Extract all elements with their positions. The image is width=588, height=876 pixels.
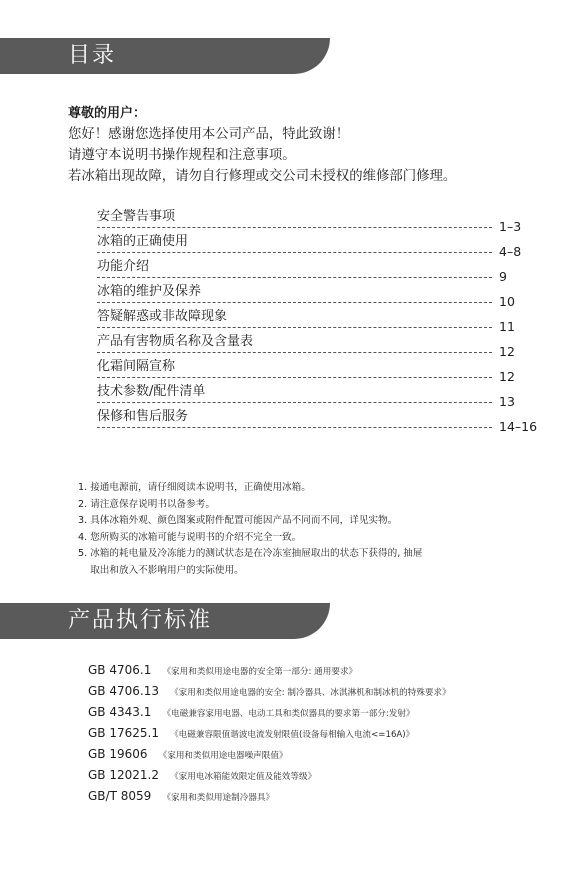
- toc-leader: [97, 227, 492, 228]
- toc-entry-page: 12: [499, 344, 515, 359]
- toc-leader: [97, 377, 492, 378]
- toc-entry-page: 11: [499, 319, 515, 334]
- toc-entry[interactable]: [97, 232, 552, 257]
- toc-entry-page: 9: [499, 269, 507, 284]
- note-item: 1. 接通电源前，请仔细阅读本说明书，正确使用冰箱。: [78, 482, 311, 493]
- toc-entry[interactable]: [97, 382, 552, 407]
- toc-entry-page: 12: [499, 369, 515, 384]
- standard-description: 《电磁兼容限值谐波电流发射限值(设备每相输入电流<=16A)》: [170, 730, 415, 740]
- toc-entry[interactable]: [97, 357, 552, 382]
- toc-entry-label: 安全警告事项: [97, 207, 175, 227]
- standard-code: GB 19606: [88, 747, 148, 761]
- standard-item: [88, 785, 583, 806]
- note-item: 2. 请注意保存说明书以备参考。: [78, 498, 215, 510]
- standard-item: [88, 722, 583, 743]
- toc-entry-label: 答疑解惑或非故障现象: [97, 307, 227, 327]
- toc-entry-label: 产品有害物质名称及含量表: [97, 332, 253, 352]
- toc-entry-label: 技术参数/配件清单: [97, 382, 205, 402]
- greeting-line: 您好！感谢您选择使用本公司产品，特此致谢！: [68, 127, 350, 142]
- standard-description: 《家用和类似用途电器的安全: 制冷器具、冰淇淋机和制冰机的特殊要求》: [170, 688, 451, 698]
- toc-entry-page: 14–16: [499, 419, 538, 434]
- greeting-title: 尊敬的用户：: [68, 106, 147, 121]
- greeting-line: 请遵守本说明书操作规程和注意事项。: [68, 148, 296, 163]
- standard-item: [88, 659, 583, 680]
- standard-code: GB/T 8059: [88, 789, 152, 803]
- standard-description: 《家用电冰箱能效限定值及能效等级》: [170, 772, 317, 782]
- standard-code: GB 4706.13: [88, 684, 159, 698]
- standard-code: GB 17625.1: [88, 726, 159, 740]
- standards-section-header: [0, 603, 330, 639]
- toc-entry-page: 13: [499, 394, 515, 409]
- toc-entry[interactable]: [97, 257, 552, 282]
- standard-description: 《家用和类似用途电器噪声限值》: [158, 751, 288, 761]
- toc-entry-page: 1–3: [499, 219, 522, 234]
- toc-leader: [97, 302, 492, 303]
- greeting-block: [68, 103, 578, 187]
- standard-code: GB 12021.2: [88, 768, 159, 782]
- standard-item: [88, 743, 583, 764]
- toc-entry[interactable]: [97, 207, 552, 232]
- toc-leader: [97, 277, 492, 278]
- toc-leader: [97, 327, 492, 328]
- note-item: 4. 您所购买的冰箱可能与说明书的介绍不完全一致。: [78, 531, 302, 543]
- table-of-contents: [97, 207, 552, 432]
- toc-section-title: 目录: [68, 43, 117, 68]
- toc-entry-label: 冰箱的维护及保养: [97, 282, 201, 302]
- toc-entry-page: 10: [499, 294, 515, 309]
- toc-entry-label: 功能介绍: [97, 257, 149, 277]
- note-item: 5. 冰箱的耗电量及冷冻能力的测试状态是在冷冻室抽屉取出的状态下获得的, 抽屉: [78, 548, 423, 559]
- standard-item: [88, 701, 583, 722]
- toc-entry[interactable]: [97, 307, 552, 332]
- toc-entry-label: 冰箱的正确使用: [97, 232, 188, 252]
- toc-entry[interactable]: [97, 407, 552, 432]
- standard-description: 《家用和类似用途制冷器具》: [162, 793, 275, 803]
- note-item: 取出和放入不影响用户的实际使用。: [78, 564, 244, 576]
- toc-entry[interactable]: [97, 332, 552, 357]
- standard-item: [88, 764, 583, 785]
- toc-entry-page: 4–8: [499, 244, 522, 259]
- toc-entry-label: 化霜间隔宣称: [97, 357, 175, 377]
- toc-entry[interactable]: [97, 282, 552, 307]
- toc-section-header: [0, 38, 330, 74]
- toc-entry-label: 保修和售后服务: [97, 407, 188, 427]
- standard-code: GB 4706.1: [88, 663, 152, 677]
- standard-item: [88, 680, 583, 701]
- toc-leader: [97, 252, 492, 253]
- greeting-line: 若冰箱出现故障，请勿自行修理或交公司未授权的维修部门修理。: [68, 169, 457, 184]
- note-item: 3. 具体冰箱外观、颜色图案或附件配置可能因产品不同而不同，详见实物。: [78, 515, 398, 526]
- standard-code: GB 4343.1: [88, 705, 152, 719]
- standards-list: [88, 659, 583, 806]
- toc-leader: [97, 427, 492, 428]
- notes-list: [78, 480, 578, 579]
- toc-leader: [97, 402, 492, 403]
- standard-description: 《家用和类似用途电器的安全第一部分: 通用要求》: [162, 667, 358, 677]
- toc-leader: [97, 352, 492, 353]
- standards-section-title: 产品执行标准: [68, 608, 213, 633]
- standard-description: 《电磁兼容家用电器、电动工具和类似器具的要求第一部分:发射》: [162, 709, 415, 719]
